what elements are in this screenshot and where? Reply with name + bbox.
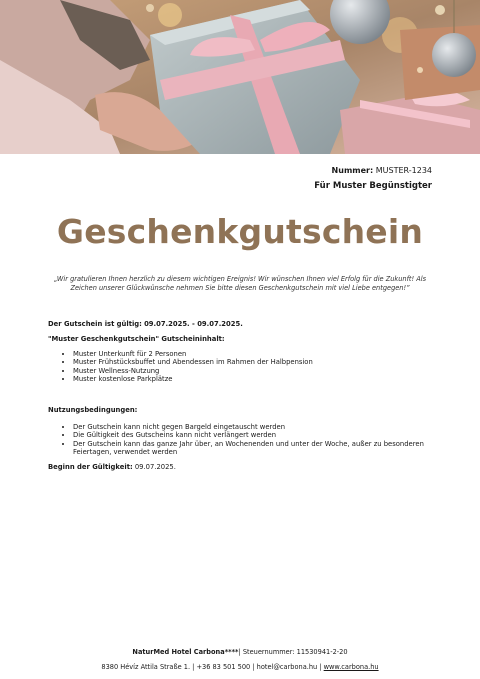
list-item: • Der Gutschein kann das ganze Jahr über, an Wochenenden und unter der Woche, außer zu besonderen Feiertagen, verwendet werden (73, 440, 432, 457)
beneficiary: Für Muster Begünstigter (314, 181, 432, 191)
terms-list (48, 423, 432, 457)
voucher-number (332, 166, 432, 175)
footer-contact (0, 663, 480, 671)
contents-list (48, 350, 432, 384)
list-item: • Muster kostenlose Parkplätze (73, 375, 432, 383)
list-item: • Die Gültigkeit des Gutscheins kann nicht verlängert werden (73, 431, 432, 439)
hotel-name: NaturMed Hotel Carbona**** (132, 648, 239, 656)
gift-photo (0, 0, 480, 154)
contents-header-text: "Muster Geschenkgutschein" Gutscheininhalt: (48, 335, 225, 343)
validity-line (48, 320, 432, 328)
validity-value: 09.07.2025. - 09.07.2025. (144, 320, 243, 328)
validity-start-label: Beginn der Gültigkeit: (48, 463, 133, 471)
list-item: • Muster Frühstücksbuffet und Abendessen im Rahmen der Halbpension (73, 358, 432, 366)
validity-label: Der Gutschein ist gültig: (48, 320, 142, 328)
voucher-number-value: MUSTER-1234 (375, 166, 432, 175)
list-item: • Muster Wellness-Nutzung (73, 367, 432, 375)
website-link[interactable]: www.carbona.hu (323, 663, 379, 671)
greeting-quote: „Wir gratulieren Ihnen herzlich zu diesem wichtigen Ereignis! Wir wünschen Ihnen viel Erfolg für die Zukunft! Als Zeichen unserer Glückwünsche nehmen Sie bitte diesen Geschenkgutschein mit viel Liebe entgegen!” (53, 275, 427, 292)
terms-header-text: Nutzungsbedingungen: (48, 406, 138, 414)
voucher-title: Geschenkgutschein (56, 212, 424, 251)
contents-header (48, 335, 432, 343)
validity-start (48, 463, 432, 471)
validity-start-value: 09.07.2025. (134, 463, 176, 471)
footer-company (0, 648, 480, 656)
hero-image (0, 0, 480, 154)
tax-number: | Steuernummer: 11530941-2-20 (238, 648, 348, 656)
terms-header (48, 406, 432, 414)
list-item: • Der Gutschein kann nicht gegen Bargeld eingetauscht werden (73, 423, 432, 431)
contact-details: 8380 Hévíz Attila Straße 1. | +36 83 501 500 | hotel@carbona.hu | (101, 663, 322, 671)
voucher-number-label: Nummer: (331, 166, 374, 175)
list-item: • Muster Unterkunft für 2 Personen (73, 350, 432, 358)
